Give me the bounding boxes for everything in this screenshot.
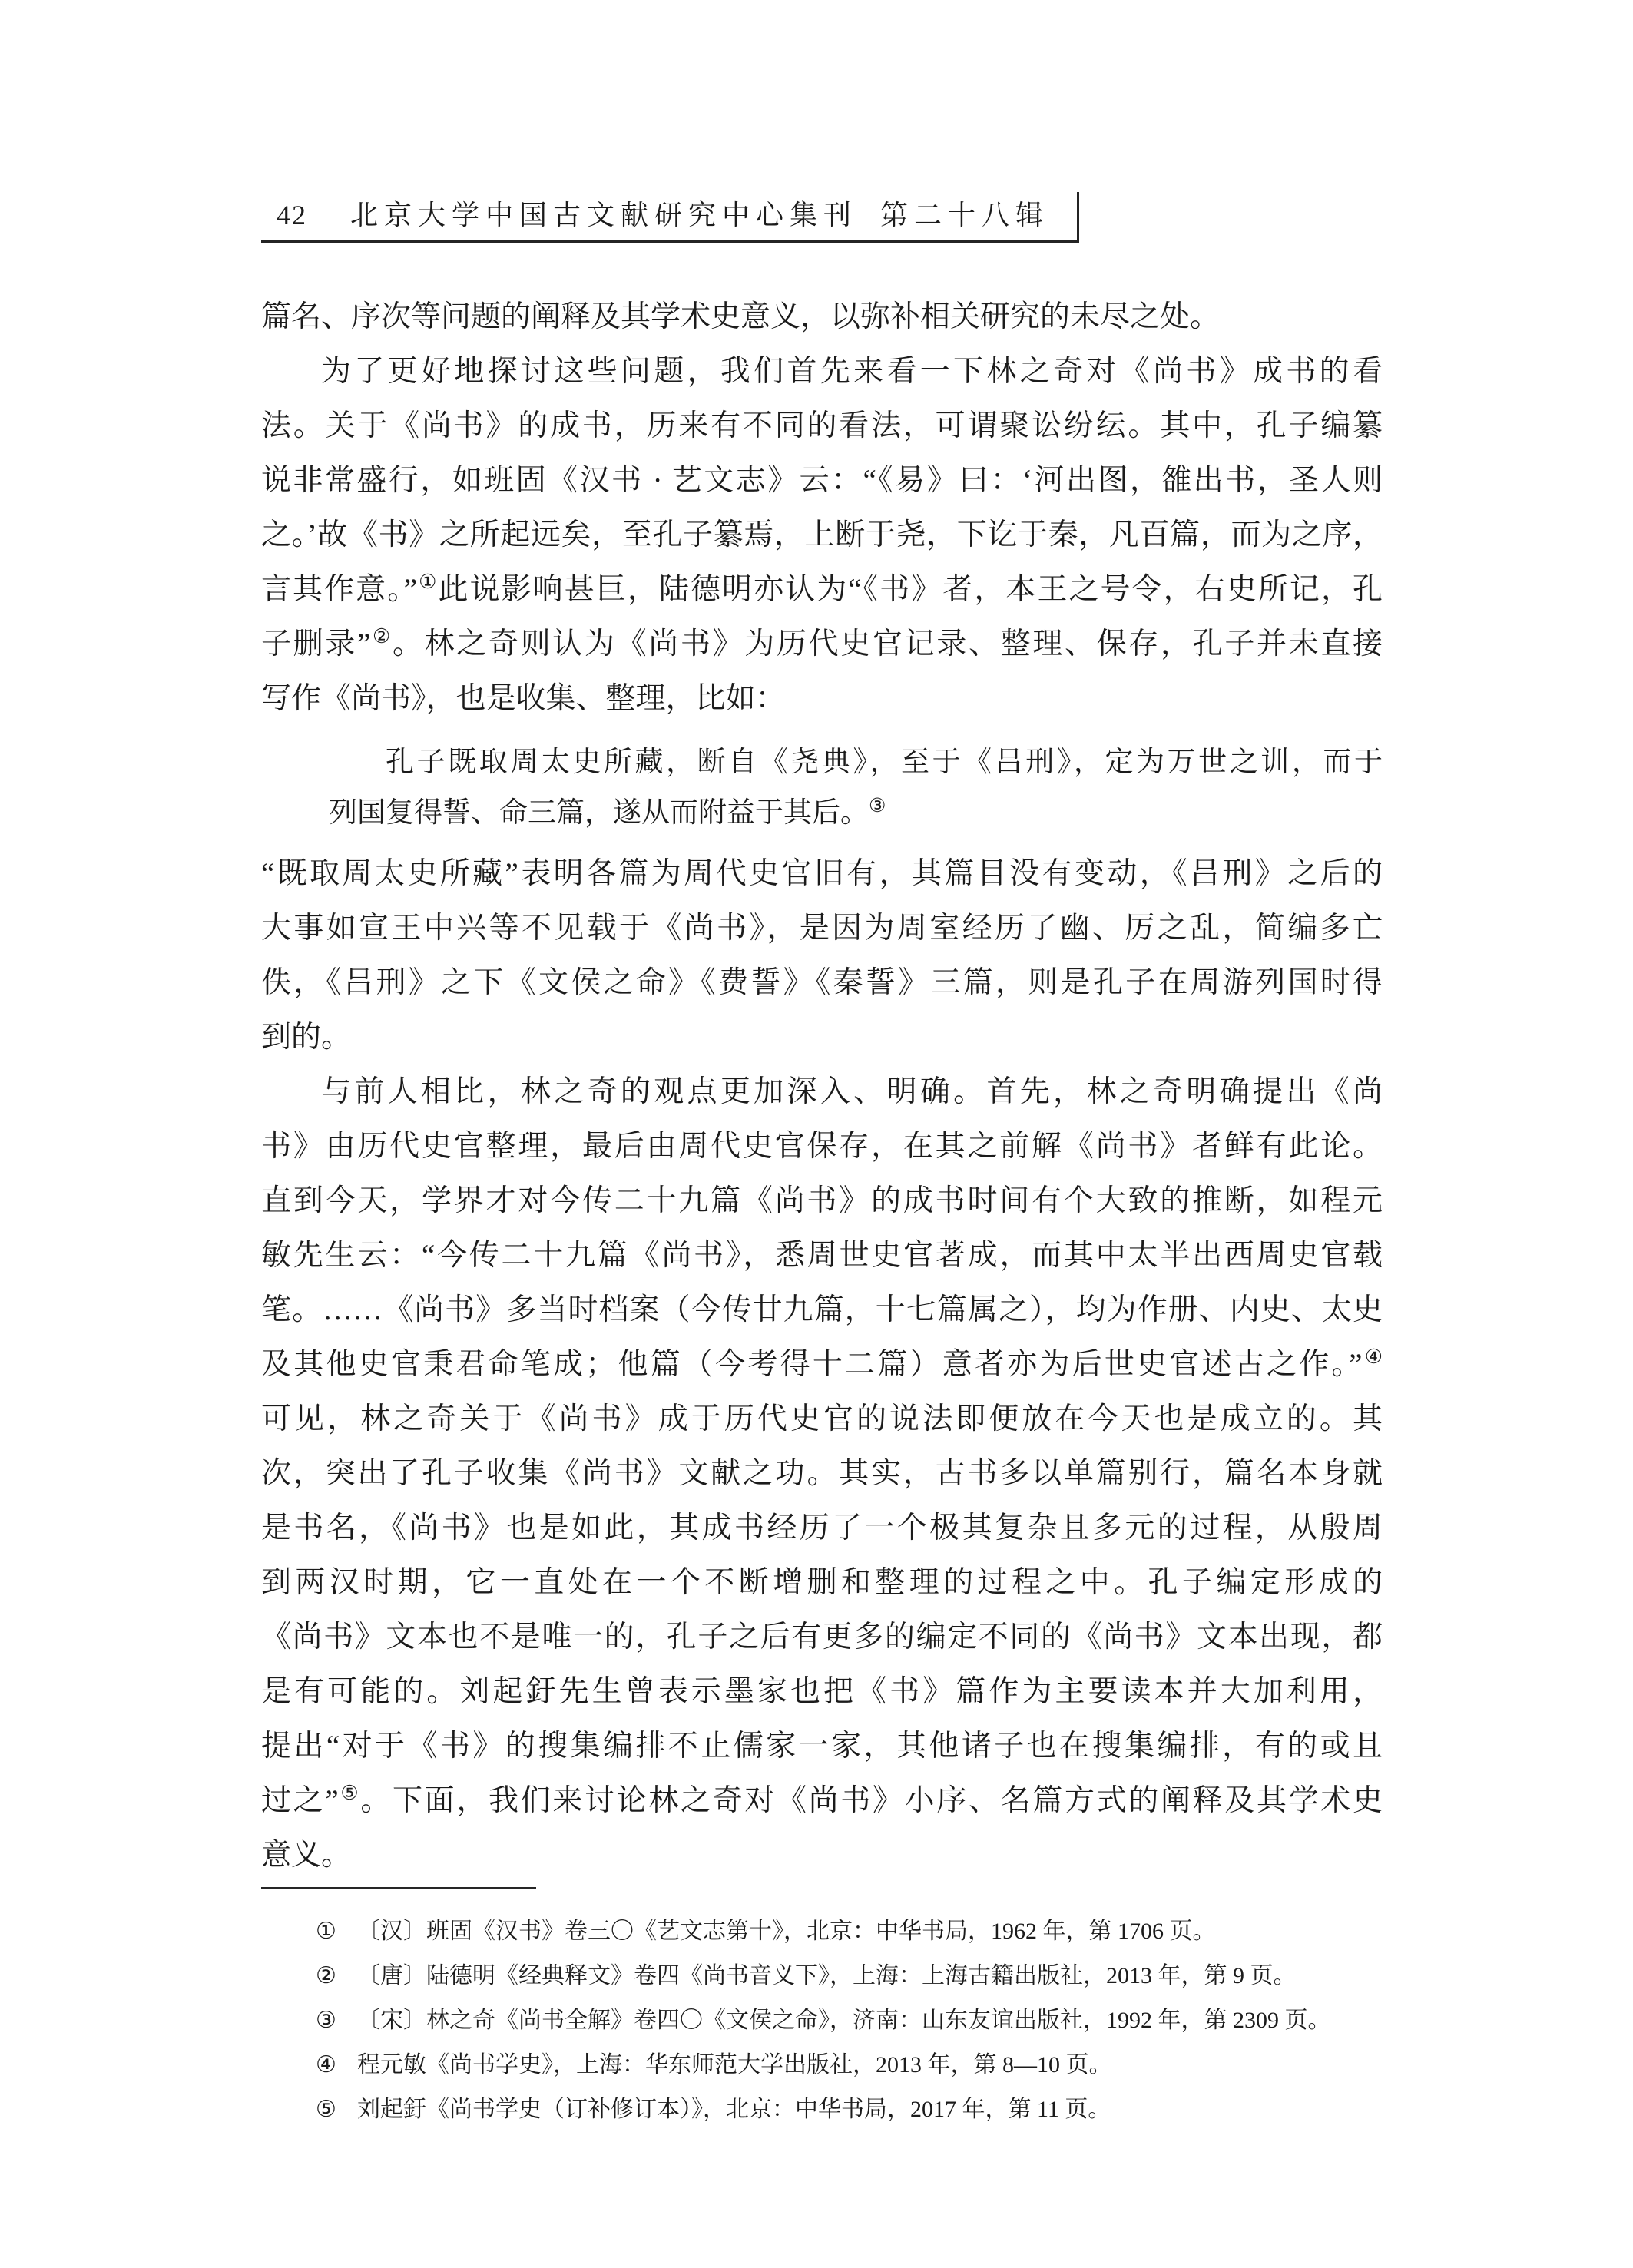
body-line — [261, 453, 1383, 508]
quote-line — [329, 737, 1383, 788]
footnote-marker: ⑤ — [316, 2097, 336, 2122]
footnote-ref-5: ⑤ — [338, 1782, 361, 1804]
footnote-text: 刘起釪《尚书学史（订补修订本）》，北京：中华书局，2017 年，第 11 页。 — [357, 2097, 1111, 2122]
line-text: 为了更好地探讨这些问题，我们首先来看一下林之奇对《尚书》成书的看 — [321, 355, 1383, 388]
body-line — [261, 1283, 1383, 1337]
footnote-marker: ③ — [316, 2008, 336, 2033]
line-text: 及其他史官秉君命笔成；他篇（今考得十二篇）意者亦为后世史官述古之作。” — [261, 1348, 1363, 1381]
footnote-item — [261, 1909, 1383, 1954]
line-text: 是有可能的。刘起釪先生曾表示墨家也把《书》篇作为主要读本并大加利用， — [261, 1675, 1383, 1708]
body-line — [261, 1392, 1383, 1446]
body-line — [261, 1064, 1383, 1119]
line-text: 《尚书》文本也不是唯一的，孔子之后有更多的编定不同的《尚书》文本出现，都 — [261, 1621, 1383, 1654]
line-text: 孔子既取周太史所藏，断自《尧典》，至于《吕刑》，定为万世之训，而于 — [386, 747, 1383, 778]
body-line — [261, 617, 1383, 671]
body-line — [261, 290, 1383, 344]
footnote-text: 〔唐〕陆德明《经典释文》卷四《尚书音义下》，上海：上海古籍出版社，2013 年，第 9 页。 — [357, 1963, 1297, 1988]
line-text: 笔。……《尚书》多当时档案（今传廿九篇，十七篇属之），均为作册、内史、太史 — [261, 1293, 1383, 1326]
body-line — [261, 1174, 1383, 1228]
line-text: 到两汉时期，它一直处在一个不断增删和整理的过程之中。孔子编定形成的 — [261, 1566, 1383, 1599]
footnote-item — [261, 2043, 1383, 2088]
body-line — [261, 508, 1383, 562]
line-text: 过之” — [261, 1784, 339, 1817]
body-line — [261, 1446, 1383, 1501]
body-line — [261, 1119, 1383, 1174]
body-line — [261, 1228, 1383, 1283]
footnote-item — [261, 1954, 1383, 1998]
footnote-ref-1: ① — [417, 571, 439, 593]
body-line — [261, 1555, 1383, 1610]
body-line — [261, 344, 1383, 399]
line-text: 与前人相比，林之奇的观点更加深入、明确。首先，林之奇明确提出《尚 — [321, 1075, 1383, 1108]
line-text: 到的。 — [261, 1021, 352, 1054]
body-line — [261, 1010, 1383, 1064]
body-line — [261, 1664, 1383, 1719]
line-text-after: 此说影响甚巨，陆德明亦认为“《书》者，本王之号令，右史所记，孔 — [438, 573, 1383, 606]
line-text: 之。’故《书》之所起远矣，至孔子纂焉，上断于尧，下讫于秦，凡百篇，而为之序， — [261, 518, 1383, 551]
article-body — [261, 290, 1383, 1882]
body-line — [261, 1773, 1383, 1828]
body-line — [261, 671, 1383, 726]
body-line — [261, 901, 1383, 955]
volume-label: 第二十八辑 — [880, 200, 1050, 230]
line-text: 列国复得誓、命三篇，遂从而附益于其后。 — [329, 797, 869, 829]
journal-title: 北京大学中国古文献研究中心集刊 — [350, 200, 858, 230]
line-text: 子删录” — [261, 627, 371, 661]
body-line — [261, 955, 1383, 1010]
line-text: 可见，林之奇关于《尚书》成于历代史官的说法即便放在今天也是成立的。其 — [261, 1402, 1383, 1435]
line-text: 篇名、序次等问题的阐释及其学术史意义，以弥补相关研究的未尽之处。 — [261, 300, 1221, 333]
line-text: 法。关于《尚书》的成书，历来有不同的看法，可谓聚讼纷纭。其中，孔子编纂 — [261, 409, 1383, 442]
footnote-text: 程元敏《尚书学史》，上海：华东师范大学出版社，2013 年，第 8—10 页。 — [357, 2052, 1112, 2078]
footnote-ref-3: ③ — [869, 796, 886, 816]
footnote-marker: ② — [316, 1963, 336, 1988]
line-text-after: 。下面，我们来讨论林之奇对《尚书》小序、名篇方式的阐释及其学术史 — [360, 1784, 1383, 1817]
page-number: 42 — [277, 200, 307, 230]
body-line — [261, 562, 1383, 617]
footnote-separator — [261, 1887, 536, 1889]
line-text: 言其作意。” — [261, 573, 418, 606]
running-head — [261, 192, 1079, 243]
footnotes-block — [261, 1909, 1383, 2132]
line-text: 说非常盛行，如班固《汉书 · 艺文志》云：“《易》曰：‘河出图，雒出书，圣人则 — [261, 464, 1383, 497]
quote-line — [329, 788, 1383, 839]
footnote-marker: ① — [316, 1919, 336, 1944]
body-line — [261, 846, 1383, 901]
line-text: 佚，《吕刑》之下《文侯之命》《费誓》《秦誓》三篇，则是孔子在周游列国时得 — [261, 966, 1383, 999]
line-text: “既取周太史所藏”表明各篇为周代史官旧有，其篇目没有变动，《吕刑》之后的 — [261, 857, 1383, 890]
footnote-item — [261, 2088, 1383, 2132]
body-line — [261, 1337, 1383, 1392]
footnote-ref-2: ② — [370, 625, 393, 647]
line-text-after: 。林之奇则认为《尚书》为历代史官记录、整理、保存，孔子并未直接 — [392, 627, 1383, 661]
footnote-item — [261, 1998, 1383, 2043]
footnote-ref-4: ④ — [1362, 1346, 1383, 1368]
line-text: 大事如宣王中兴等不见载于《尚书》，是因为周室经历了幽、厉之乱，简编多亡 — [261, 912, 1383, 945]
line-text: 次，突出了孔子收集《尚书》文献之功。其实，古书多以单篇别行，篇名本身就 — [261, 1457, 1383, 1490]
line-text: 直到今天，学界才对今传二十九篇《尚书》的成书时间有个大致的推断，如程元 — [261, 1184, 1383, 1217]
body-line — [261, 1719, 1383, 1773]
line-text: 写作《尚书》，也是收集、整理，比如： — [261, 682, 786, 715]
body-line — [261, 399, 1383, 453]
footnote-text: 〔汉〕班固《汉书》卷三〇《艺文志第十》，北京：中华书局，1962 年，第 1706 页。 — [357, 1919, 1216, 1944]
footnote-text: 〔宋〕林之奇《尚书全解》卷四〇《文侯之命》，济南：山东友谊出版社，1992 年，第 2309 页。 — [357, 2008, 1331, 2033]
line-text: 意义。 — [261, 1839, 352, 1872]
line-text: 敏先生云：“今传二十九篇《尚书》，悉周世史官著成，而其中太半出西周史官载 — [261, 1239, 1383, 1272]
body-line — [261, 1828, 1383, 1882]
body-line — [261, 1610, 1383, 1664]
body-line — [261, 1501, 1383, 1555]
line-text: 是书名，《尚书》也是如此，其成书经历了一个极其复杂且多元的过程，从殷周 — [261, 1511, 1383, 1545]
line-text: 书》由历代史官整理，最后由周代史官保存，在其之前解《尚书》者鲜有此论。 — [261, 1130, 1383, 1163]
line-text: 提出“对于《书》的搜集编排不止儒家一家，其他诸子也在搜集编排，有的或且 — [261, 1730, 1383, 1763]
footnote-marker: ④ — [316, 2052, 336, 2078]
block-quote — [329, 737, 1383, 839]
